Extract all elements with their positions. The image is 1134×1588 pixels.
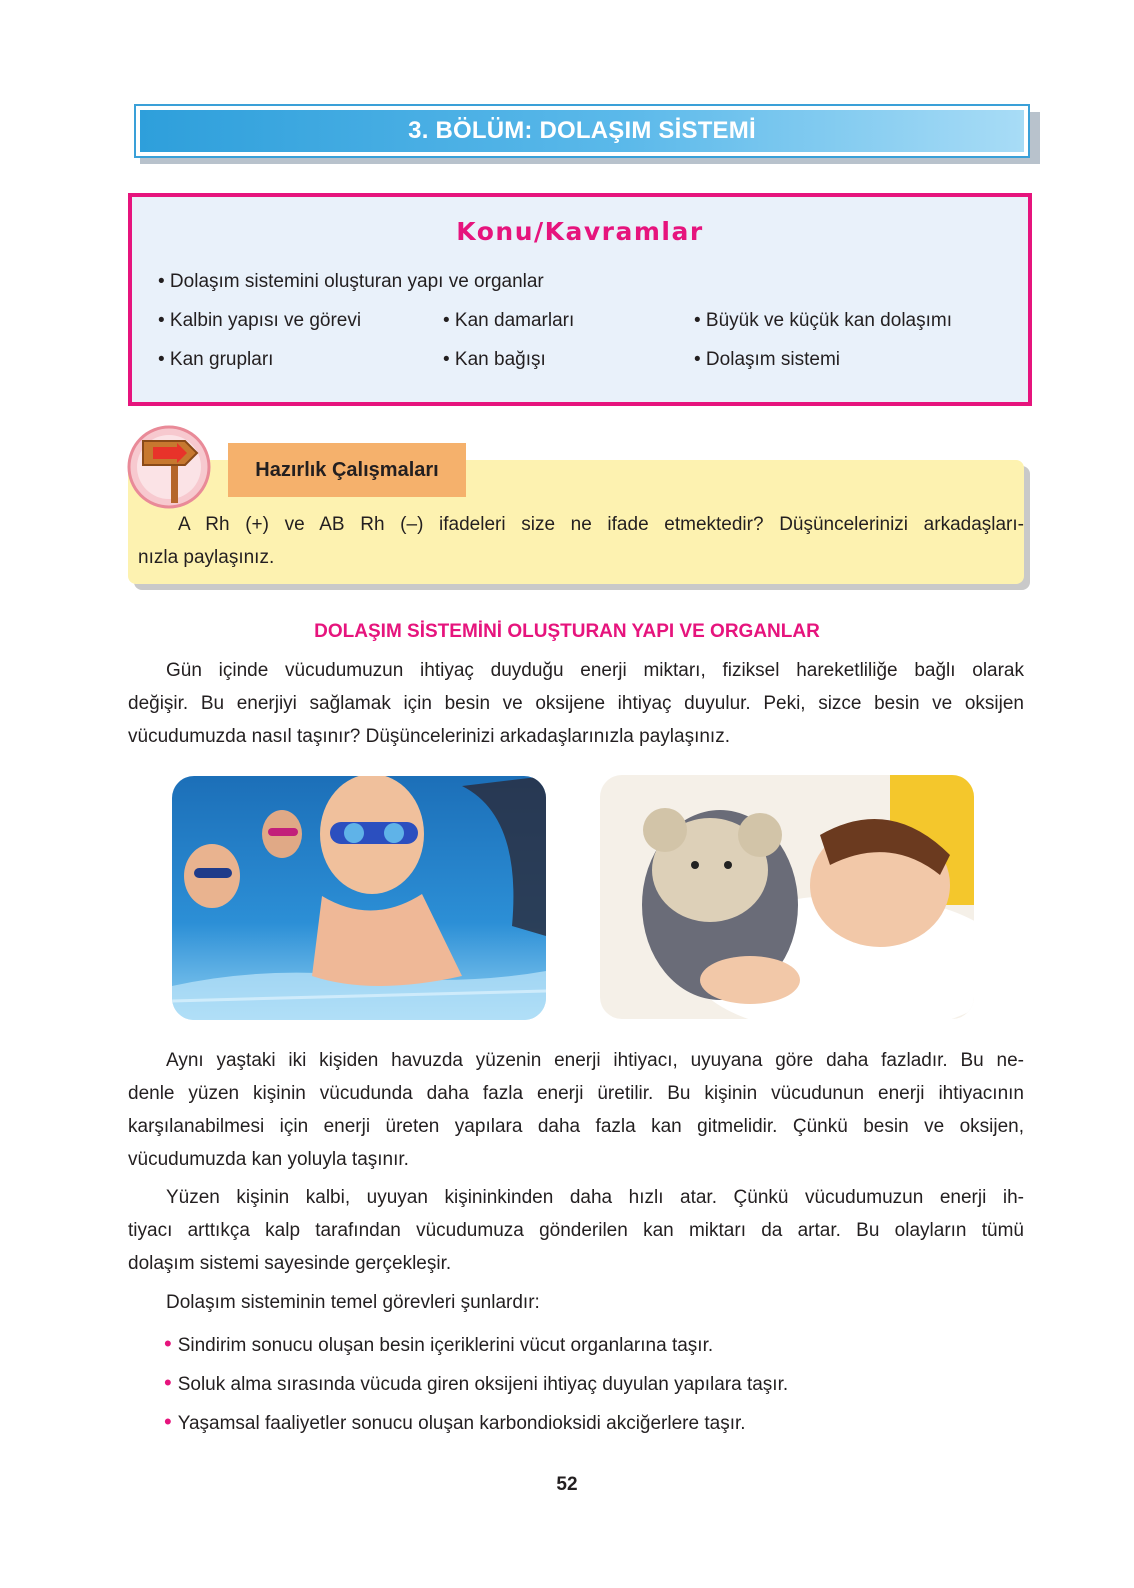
paragraph-line: Yüzen kişinin kalbi, uyuyan kişininkinden daha hızlı atar. Çünkü vücudumuzun enerji ih-: [166, 1187, 1024, 1208]
duty-text: Yaşamsal faaliyetler sonucu oluşan karbondioksidi akciğerlere taşır.: [177, 1413, 746, 1434]
paragraph-line: Aynı yaştaki iki kişiden havuzda yüzenin enerji ihtiyacı, uyuyana göre daha fazladır. Bu ne-: [166, 1050, 1024, 1071]
topic-item: • Kalbin yapısı ve görevi: [158, 310, 362, 331]
chapter-banner-fill: [140, 110, 1024, 152]
paragraph-line: denle yüzen kişinin vücudunda daha fazla enerji üretilir. Bu kişinin vücudunun enerji ihtiyacının: [128, 1083, 1024, 1104]
duty-item: [164, 1370, 788, 1396]
bullet-icon: •: [164, 1331, 172, 1356]
section-title: DOLAŞIM SİSTEMİNİ OLUŞTURAN YAPI VE ORGANLAR: [314, 621, 820, 642]
sleeping-child-photo: [600, 775, 974, 1019]
paragraph-line: vücudumuzda nasıl taşınır? Düşüncelerinizi arkadaşlarınızla paylaşınız.: [128, 726, 730, 747]
paragraph-line: Gün içinde vücudumuzun ihtiyaç duyduğu enerji miktarı, fiziksel hareketliliğe bağlı olarak: [166, 660, 1024, 681]
preparation-text-2: nızla paylaşınız.: [138, 547, 275, 568]
topic-item: • Büyük ve küçük kan dolaşımı: [694, 310, 952, 331]
topic-item: • Kan damarları: [443, 310, 575, 331]
preparation-text-1: A Rh (+) ve AB Rh (–) ifadeleri size ne ifade etmektedir? Düşüncelerinizi arkadaşları-: [178, 514, 1024, 535]
duty-item: [164, 1409, 746, 1435]
paragraph-line: vücudumuzda kan yoluyla taşınır.: [128, 1149, 409, 1170]
topics-box: [128, 193, 1032, 406]
topic-item: • Dolaşım sistemi: [694, 349, 841, 370]
paragraph-3: [128, 1181, 1024, 1280]
page-number: 52: [556, 1474, 578, 1495]
bullet-icon: •: [164, 1370, 172, 1395]
chapter-title: 3. BÖLÜM: DOLAŞIM SİSTEMİ: [408, 117, 756, 144]
topic-item: • Kan grupları: [158, 349, 274, 370]
paragraph-line: dolaşım sistemi sayesinde gerçekleşir.: [128, 1253, 452, 1274]
bullet-icon: •: [164, 1409, 172, 1434]
signpost-icon: [127, 425, 211, 509]
paragraph-line: tiyacı arttıkça kalp tarafından vücudumuza gönderilen kan miktarı da artar. Bu olayların tümü: [128, 1220, 1024, 1241]
swimming-children-photo: [172, 776, 546, 1020]
paragraph-2: [128, 1044, 1024, 1176]
intro-paragraph: [128, 654, 1024, 753]
duties-intro: Dolaşım sisteminin temel görevleri şunlardır:: [166, 1292, 540, 1313]
paragraph-line: değişir. Bu enerjiyi sağlamak için besin ve oksijene ihtiyaç duyulur. Peki, sizce besin ve oksijen: [128, 693, 1024, 714]
preparation-label: Hazırlık Çalışmaları: [255, 458, 439, 481]
preparation-text-line: [178, 514, 1024, 536]
chapter-banner: [134, 104, 1030, 158]
duty-text: Soluk alma sırasında vücuda giren oksijeni ihtiyaç duyulan yapılara taşır.: [177, 1374, 789, 1395]
preparation-tab: [228, 443, 466, 497]
paragraph-line: karşılanabilmesi için enerji üreten yapılara daha fazla kan gitmelidir. Çünkü besin ve oksijen,: [128, 1116, 1024, 1137]
topics-title: Konu/Kavramlar: [456, 217, 704, 246]
duty-item: [164, 1331, 713, 1357]
duty-text: Sindirim sonucu oluşan besin içeriklerini vücut organlarına taşır.: [177, 1335, 714, 1356]
topic-item: • Dolaşım sistemini oluşturan yapı ve organlar: [158, 271, 544, 292]
topic-item: • Kan bağışı: [443, 349, 546, 370]
